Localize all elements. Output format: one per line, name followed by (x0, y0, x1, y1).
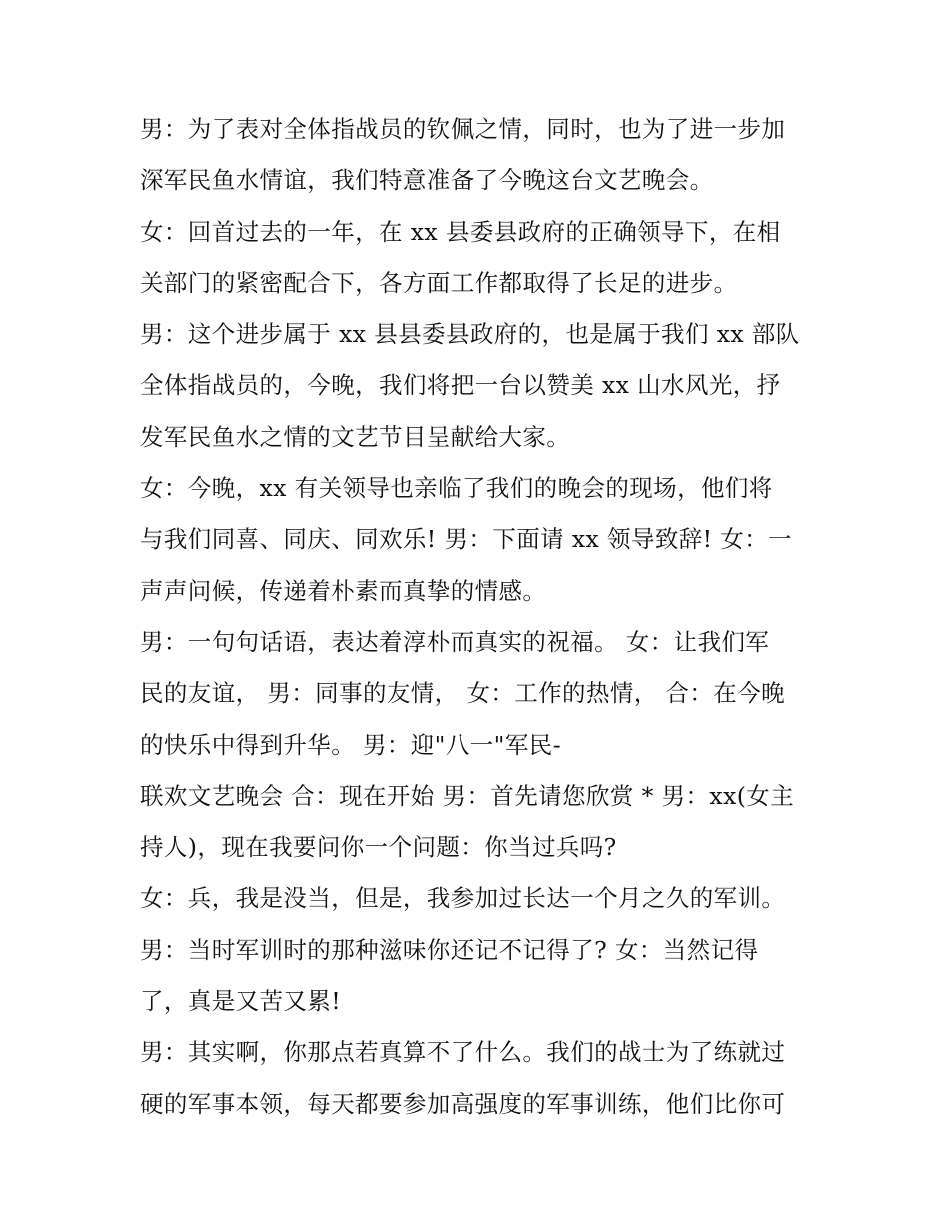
text-line: 民的友谊， 男：同事的友情， 女：工作的热情， 合：在今晚 (140, 679, 786, 708)
text-line: 男：这个进步属于 xx 县县委县政府的，也是属于我们 xx 部队 (140, 320, 800, 349)
text-line: 男：一句句话语，表达着淳朴而真实的祝福。 女：让我们军 (140, 627, 770, 656)
text-line: 深军民鱼水情谊，我们特意准备了今晚这台文艺晚会。 (140, 166, 714, 195)
text-line: 女：今晚，xx 有关领导也亲临了我们的晚会的现场，他们将 (140, 474, 773, 503)
text-line: 男：当时军训时的那种滋味你还记不记得了? 女：当然记得 (140, 935, 759, 964)
text-line: 女：回首过去的一年，在 xx 县委县政府的正确领导下，在相 (140, 217, 781, 246)
text-line: 与我们同喜、同庆、同欢乐! 男：下面请 xx 领导致辞! 女：一 (140, 525, 793, 554)
text-line: 男：为了表对全体指战员的钦佩之情，同时，也为了进一步加 (140, 115, 786, 143)
text-line: 持人)，现在我要问你一个问题：你当过兵吗? (140, 833, 617, 862)
text-line: 关部门的紧密配合下，各方面工作都取得了长足的进步。 (140, 268, 738, 297)
text-line: 发军民鱼水之情的文艺节目呈献给大家。 (140, 422, 571, 451)
text-line: 男：其实啊，你那点若真算不了什么。我们的战士为了练就过 (140, 1038, 786, 1067)
text-line: 硬的军事本领，每天都要参加高强度的军事训练，他们比你可 (140, 1089, 786, 1118)
text-line: 声声问候，传递着朴素而真挚的情感。 (140, 576, 547, 605)
text-line: 女：兵，我是没当，但是，我参加过长达一个月之久的军训。 (140, 884, 786, 913)
text-line: 全体指战员的，今晚，我们将把一台以赞美 xx 山水风光，抒 (140, 371, 781, 400)
text-line: 的快乐中得到升华。 男：迎"八一"军民- (140, 730, 562, 759)
text-line: 联欢文艺晚会 合：现在开始 男：首先请您欣赏 * 男：xx(女主 (140, 781, 795, 810)
text-line: 了，真是又苦又累! (140, 987, 342, 1016)
body-text (140, 104, 830, 1130)
